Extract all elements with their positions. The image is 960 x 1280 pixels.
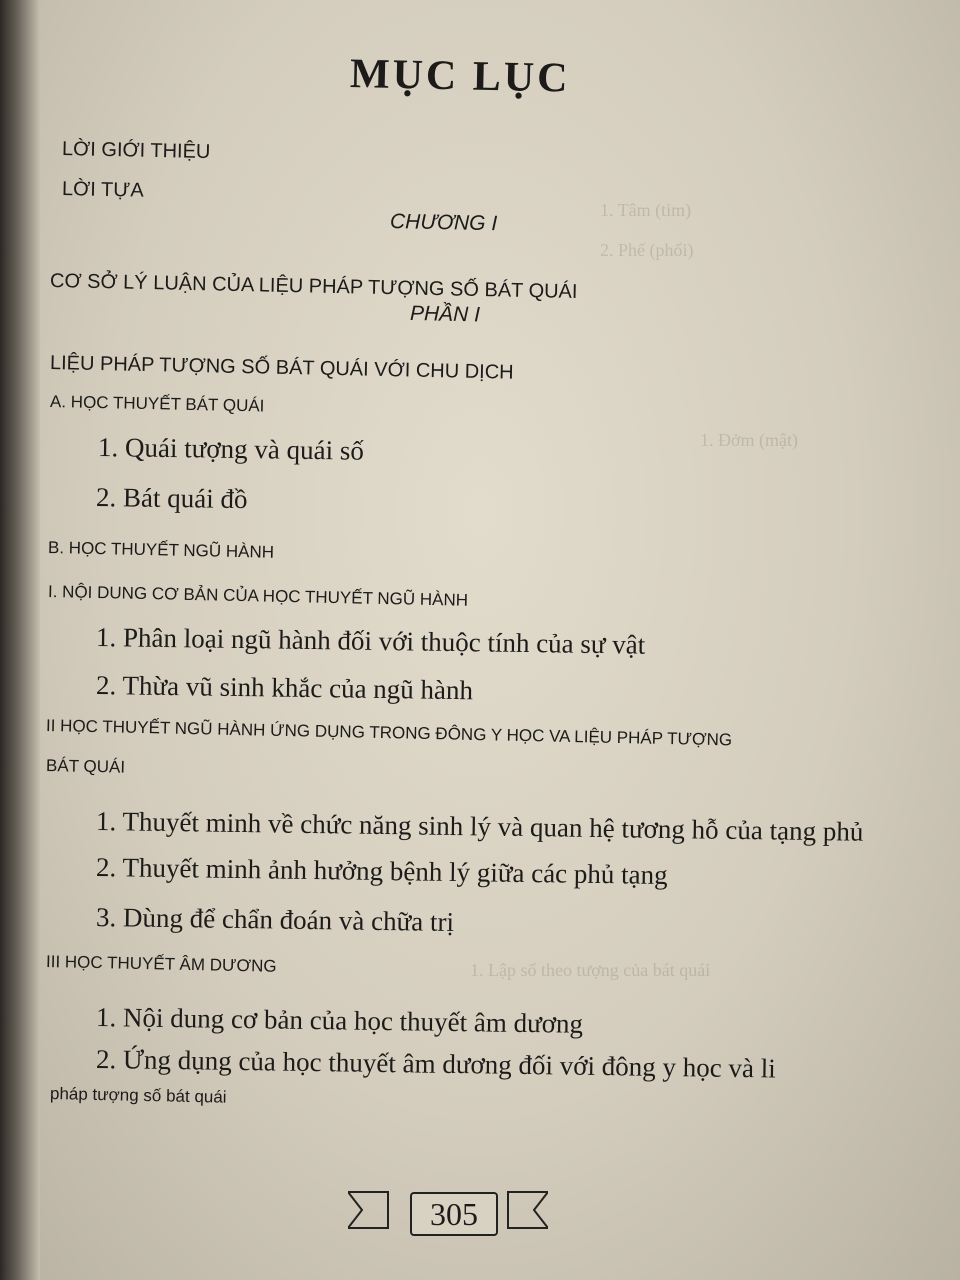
- toc-chapter-heading: CHƯƠNG I: [389, 210, 498, 236]
- toc-subheading: II HỌC THUYẾT NGŨ HÀNH ỨNG DỤNG TRONG ĐÔNG Y HỌC VA LIỆU PHÁP TƯỢNG: [45, 716, 733, 750]
- toc-item: 3. Dùng để chẩn đoán và chữa trị: [95, 902, 455, 937]
- toc-item-continued: pháp tượng số bát quái: [49, 1084, 227, 1107]
- toc-entry-intro: LỜI GIỚI THIỆU: [61, 138, 211, 164]
- toc-item: 1. Thuyết minh về chức năng sinh lý và quan hệ tương hỗ của tạng phủ: [95, 806, 864, 847]
- toc-part-heading: PHẦN I: [409, 302, 481, 327]
- toc-item: 1. Nội dung cơ bản của học thuyết âm dương: [95, 1002, 584, 1039]
- bleed-through-text: 2. Phế (phổi): [600, 240, 694, 260]
- page-title: MỤC LỤC: [349, 51, 571, 102]
- toc-item: 2. Bát quái đồ: [95, 482, 248, 515]
- toc-subheading: I. NỘI DUNG CƠ BẢN CỦA HỌC THUYẾT NGŨ HÀNH: [47, 582, 469, 610]
- toc-item: 2. Thừa vũ sinh khắc của ngũ hành: [95, 670, 474, 706]
- bleed-through-text: 1. Lập số theo tượng của bát quái: [470, 960, 711, 980]
- toc-subheading-continued: BÁT QUÁI: [45, 756, 126, 777]
- toc-chapter-title: CƠ SỞ LÝ LUẬN CỦA LIỆU PHÁP TƯỢNG SỐ BÁT QUÁI: [49, 270, 578, 304]
- toc-item: 1. Phân loại ngũ hành đối với thuộc tính của sự vật: [95, 622, 646, 660]
- bleed-through-text: 1. Đởm (mật): [700, 430, 798, 450]
- toc-item: 2. Ứng dụng của học thuyết âm dương đối với đông y học và li: [95, 1044, 776, 1084]
- toc-item: 1. Quái tượng và quái số: [97, 432, 365, 466]
- toc-entry-preface: LỜI TỰA: [61, 178, 144, 202]
- page-number: 305: [410, 1192, 498, 1236]
- toc-subheading: III HỌC THUYẾT ÂM DƯƠNG: [45, 952, 277, 976]
- toc-heading-a: A. HỌC THUYẾT BÁT QUÁI: [49, 392, 265, 416]
- bleed-through-text: 1. Tâm (tim): [600, 200, 692, 220]
- toc-heading-b: B. HỌC THUYẾT NGŨ HÀNH: [47, 538, 275, 562]
- toc-section-title: LIỆU PHÁP TƯỢNG SỐ BÁT QUÁI VỚI CHU DỊCH: [49, 352, 514, 384]
- toc-item: 2. Thuyết minh ảnh hưởng bệnh lý giữa các phủ tạng: [95, 852, 668, 890]
